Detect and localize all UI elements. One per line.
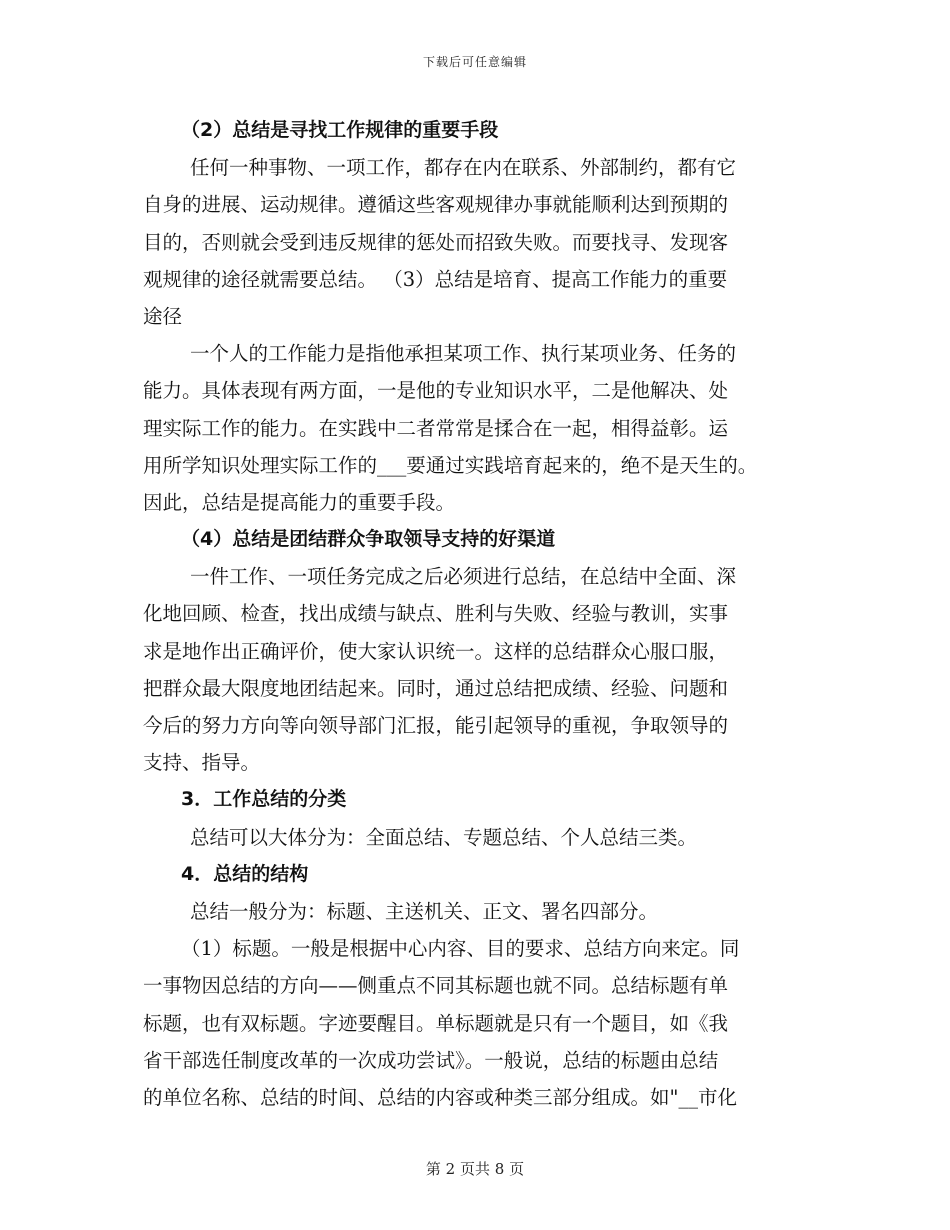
paragraph-line: 省干部选任制度改革的一次成功尝试》。一般说，总结的标题由总结 — [143, 1048, 719, 1072]
section-heading: （4）总结是团结群众争取领导支持的好渠道 — [181, 528, 556, 551]
paragraph-line: 一个人的工作能力是指他承担某项工作、执行某项业务、任务的 — [190, 342, 737, 366]
paragraph-line: 支持、指导。 — [143, 751, 261, 775]
page-footer: 第 2 页共 8 页 — [425, 1160, 525, 1178]
paragraph-line: 标题，也有双标题。字迹要醒目。单标题就是只有一个题目，如《我 — [143, 1011, 729, 1035]
paragraph-line: 总结一般分为：标题、主送机关、正文、署名四部分。 — [190, 899, 659, 923]
paragraph-line: 一件工作、一项任务完成之后必须进行总结，在总结中全面、深 — [190, 565, 737, 589]
paragraph-line: 任何一种事物、一项工作，都存在内在联系、外部制约，都有它 — [190, 156, 737, 180]
paragraph-line: 自身的进展、运动规律。遵循这些客观规律办事就能顺利达到预期的 — [143, 193, 729, 217]
paragraph-line: （1）标题。一般是根据中心内容、目的要求、总结方向来定。同 — [181, 937, 740, 961]
section-heading: 3．工作总结的分类 — [181, 788, 347, 811]
paragraph-line: 一事物因总结的方向——侧重点不同其标题也就不同。总结标题有单 — [143, 974, 729, 998]
section-heading: （2）总结是寻找工作规律的重要手段 — [181, 119, 499, 141]
paragraph-line: 能力。具体表现有两方面，一是他的专业知识水平，二是他解决、处 — [143, 379, 729, 403]
paragraph-line: 用所学知识处理实际工作的___要通过实践培育起来的，绝不是天生的。 — [143, 453, 758, 477]
document-body — [143, 112, 811, 1116]
paragraph-line: 把群众最大限度地团结起来。同时，通过总结把成绩、经验、问题和 — [143, 676, 729, 700]
paragraph-line: 途径 — [143, 304, 183, 328]
paragraph-line: 因此，总结是提高能力的重要手段。 — [143, 490, 456, 514]
paragraph-line: 总结可以大体分为：全面总结、专题总结、个人总结三类。 — [190, 825, 698, 849]
paragraph-line: 观规律的途径就需要总结。 （3）总结是培育、提高工作能力的重要 — [143, 267, 728, 291]
section-heading: 4．总结的结构 — [181, 862, 309, 885]
paragraph-line: 求是地作出正确评价，使大家认识统一。这样的总结群众心服口服， — [143, 639, 729, 663]
page-header: 下载后可任意编辑 — [422, 55, 527, 69]
paragraph-line: 目的，否则就会受到违反规律的惩处而招致失败。而要找寻、发现客 — [143, 230, 729, 254]
paragraph-line: 化地回顾、检查，找出成绩与缺点、胜利与失败、经验与教训，实事 — [143, 602, 729, 626]
paragraph-line: 今后的努力方向等向领导部门汇报，能引起领导的重视，争取领导的 — [143, 714, 729, 737]
paragraph-line: 理实际工作的能力。在实践中二者常常是揉合在一起，相得益彰。运 — [143, 416, 729, 440]
paragraph-line: 的单位名称、总结的时间、总结的内容或种类三部分组成。如"__市化 — [143, 1085, 737, 1109]
